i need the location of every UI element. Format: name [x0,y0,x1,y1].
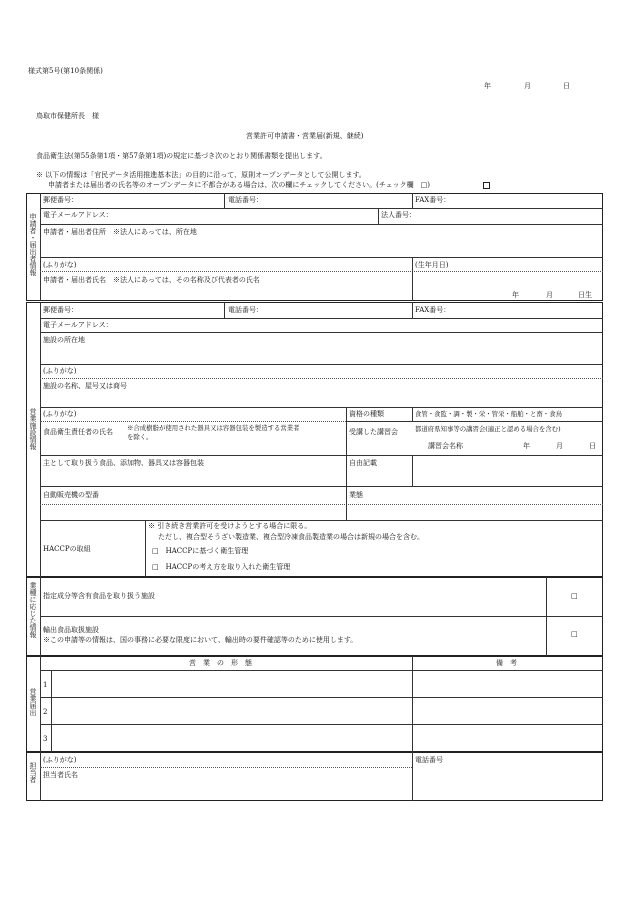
form-number: 様式第5号(第10条関係) [28,67,103,75]
designated-ingredient-checkbox[interactable]: □ [571,592,578,600]
haccp-label: HACCPの取組 [43,545,91,553]
applicant-address-label: 申請者・届出者住所 ※法人にあっては、所在地 [43,228,197,236]
hygiene-furigana-label: (ふりがな) [43,410,77,418]
course-day-label: 日 [589,442,596,450]
facility-postal-label: 郵便番号： [43,306,78,314]
remarks-header: 備 考 [496,659,517,667]
date-year-label: 年 [484,82,491,90]
contact-section [26,752,603,801]
applicant-fax-label: FAX番号： [415,196,451,204]
contact-name-label: 担当者氏名 [43,771,78,779]
haccp-option-2[interactable]: □ HACCPの考え方を取り入れた衛生管理 [152,563,291,571]
facility-email-label: 電子メールアドレス： [43,321,113,329]
birth-day-label: 日生 [578,291,592,299]
birth-year-label: 年 [512,291,519,299]
applicant-name-label: 申請者・届出者氏名 ※法人にあっては、その名称及び代表者の氏名 [43,276,260,284]
notification-side-label: 営業届出 [29,688,37,716]
applicant-postal-label: 郵便番号： [43,196,78,204]
export-facility-label: 輸出食品取扱施設 [43,626,99,634]
open-data-optout-note: 申請者または届出者の氏名等のオープンデータに不都合がある場合は、次の欄にチェックしてください。(チェック欄 □) [48,181,431,189]
course-name-label: 講習会名称 [428,442,463,450]
applicant-corp-no-label: 法人番号： [381,211,416,219]
facility-location-label: 施設の所在地 [43,336,85,344]
facility-fax-label: FAX番号： [415,306,451,314]
date-day-label: 日 [563,82,570,90]
facility-furigana-label: (ふりがな) [43,367,77,375]
qualification-kind-label: 資格の種類 [349,410,384,418]
export-facility-checkbox[interactable]: □ [571,630,578,638]
date-month-label: 月 [524,82,531,90]
export-facility-note: ※この申請等の情報は、国の事務に必要な限度において、輸出時の要件確認等のために使用します。 [43,636,358,644]
contact-side-label: 担当者 [29,762,37,783]
notification-row-number: 3 [43,735,48,743]
haccp-option-1[interactable]: □ HACCPに基づく衛生管理 [152,547,249,555]
birth-month-label: 月 [546,291,553,299]
open-data-optout-checkbox[interactable] [483,182,490,189]
main-items-label: 主として取り扱う食品、添加物、器具又は容器包装 [43,459,204,467]
course-month-label: 月 [556,442,563,450]
course-year-label: 年 [523,442,530,450]
applicant-email-label: 電子メールアドレス： [43,211,113,219]
form-title: 営業許可申請書・営業届(新規、継続) [246,132,364,140]
applicant-furigana-label: (ふりがな) [43,261,77,269]
notification-row-number: 1 [43,681,48,689]
facility-phone-label: 電話番号： [228,306,263,314]
applicant-phone-label: 電話番号： [228,196,263,204]
facility-side-label: 営業施設情報 [29,408,37,450]
business-info-side-label: 業種に応じた情報 [29,582,37,638]
applicant-side-label: 申請者・届出者情報 [29,213,37,276]
business-type-label: 業態 [349,491,363,499]
business-form-header: 営 業 の 形 態 [189,659,252,667]
open-data-note: ※ 以下の情報は「官民データ活用推進基本法」の目的に沿って、原則オープンデータとして公開します。 [36,171,366,179]
intro-text: 食品衛生法(第55条第1項・第57条第1項)の規定に基づき次のとおり関係書類を提出します。 [36,152,327,160]
qualification-list: 食管・食監・調・製・栄・管栄・船舶・と畜・食鳥 [415,410,562,418]
course-attended-label: 受講した講習会 [349,428,398,436]
free-entry-label: 自由記載 [349,459,377,467]
vending-model-label: 自動販売機の型番 [43,491,99,499]
contact-furigana-label: (ふりがな) [43,756,77,764]
notification-row-number: 2 [43,708,48,716]
haccp-note-2: ただし、複合型そうざい製造業、複合型冷凍食品製造業の場合は新規の場合を含む。 [158,533,424,541]
facility-name-label: 施設の名称、屋号又は商号 [43,382,127,390]
applicant-birth-label: (生年月日) [415,261,449,269]
haccp-note-1: ※ 引き続き営業許可を受けようとする場合に限る。 [148,522,312,530]
hygiene-note-1: ※合成樹脂が使用された器具又は容器包装を製造する営業者 [127,424,300,432]
applicant-section [26,193,603,301]
designated-ingredient-label: 指定成分等含有食品を取り扱う施設 [43,592,155,600]
hygiene-manager-label: 食品衛生責任者の氏名 [43,428,113,436]
addressee: 鳥取市保健所長 様 [36,112,99,120]
hygiene-note-2: を除く。 [127,433,153,441]
contact-phone-label: 電話番号 [415,756,443,764]
course-detail: 都道府県知事等の講習会(適正と認める場合を含む) [415,425,561,433]
